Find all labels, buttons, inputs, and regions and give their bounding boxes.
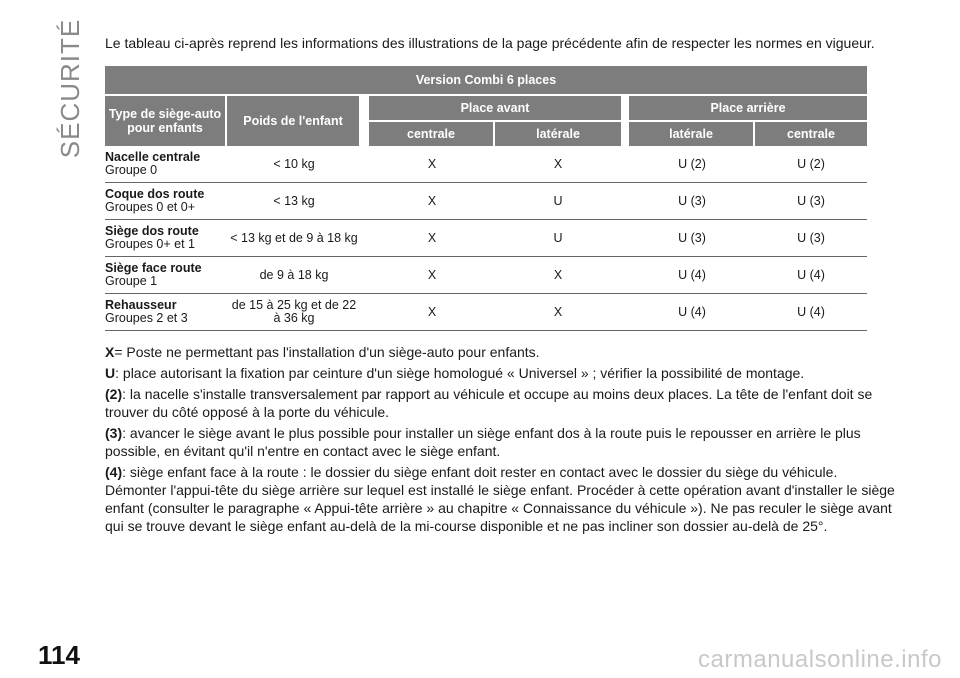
note-key: (3) <box>105 425 123 441</box>
seat-name: Coque dos route <box>105 187 205 201</box>
spacer-cell <box>621 183 629 220</box>
spacer-cell <box>361 183 369 220</box>
spacer-cell <box>621 257 629 294</box>
front-side-cell: X <box>495 146 621 183</box>
weight-header: Poids de l'enfant <box>227 94 361 146</box>
seat-group: Groupes 0 et 0+ <box>105 200 195 214</box>
compatibility-table <box>105 66 867 331</box>
rear-center-cell: U (4) <box>755 294 867 331</box>
seat-group: Groupe 1 <box>105 274 158 288</box>
rear-center-cell: U (2) <box>755 146 867 183</box>
note-key: (4) <box>105 464 123 480</box>
front-side-cell: X <box>495 257 621 294</box>
header-row-version <box>105 66 867 94</box>
header-spacer <box>621 94 629 146</box>
weight-cell: de 15 à 25 kg et de 22 à 36 kg <box>227 294 361 331</box>
front-place-header: Place avant <box>369 94 621 120</box>
weight-cell: < 10 kg <box>227 146 361 183</box>
header-row-places <box>105 94 867 120</box>
spacer-cell <box>361 294 369 331</box>
seat-group: Groupe 0 <box>105 163 158 177</box>
weight-cell: < 13 kg <box>227 183 361 220</box>
rear-side-cell: U (3) <box>629 220 755 257</box>
note-text: : la nacelle s'installe transversalement par rapport au véhicule et occupe au moins deux places. La tête de l'enfant doit se trouver du côté opposé à la porte du véhicule. <box>105 386 873 420</box>
seat-group: Groupes 0+ et 1 <box>105 237 195 251</box>
note-text: : siège enfant face à la route : le dossier du siège enfant doit rester en contact avec le dossier du siège du véhicule. Démonter l'appui-tête du siège arrière sur lequel est installé le siège enfant. Procéder à cette opération avant d'installer le siège enfant (consulter le paragraphe « Appui-tête arrière » au chapitre « Connaissance du véhicule »). Ne pas reculer le siège avant qui se trouve devant le siège enfant au-delà de la mi-course disponible et ne pas incliner son dossier au-delà de 25°. <box>105 464 895 534</box>
front-side-cell: X <box>495 294 621 331</box>
legend-notes <box>105 343 895 538</box>
seat-type-cell <box>105 294 227 331</box>
front-center-cell: X <box>369 294 495 331</box>
intro-paragraph: Le tableau ci-après reprend les informations des illustrations de la page précédente afin de respecter les normes en vigueur. <box>105 35 875 51</box>
seat-type-cell <box>105 220 227 257</box>
watermark: carmanualsonline.info <box>698 646 942 673</box>
front-side-cell: U <box>495 220 621 257</box>
rear-center-cell: U (3) <box>755 183 867 220</box>
seat-type-cell <box>105 257 227 294</box>
table-row <box>105 294 867 331</box>
rear-side-cell: U (4) <box>629 257 755 294</box>
table-row <box>105 183 867 220</box>
version-header: Version Combi 6 places <box>105 66 867 94</box>
front-center-cell: X <box>369 220 495 257</box>
spacer-cell <box>621 294 629 331</box>
front-center-header: centrale <box>369 120 495 146</box>
note-item <box>105 385 895 421</box>
rear-center-cell: U (4) <box>755 257 867 294</box>
note-text: : avancer le siège avant le plus possible pour installer un siège enfant dos à la route puis le repousser en arrière le plus possible, en évitant qu'il n'entre en contact avec le siège enfant. <box>105 425 861 459</box>
rear-center-header: centrale <box>755 120 867 146</box>
note-item <box>105 343 895 361</box>
seat-group: Groupes 2 et 3 <box>105 311 188 325</box>
header-spacer <box>361 94 369 146</box>
seat-type-cell <box>105 183 227 220</box>
seat-name: Nacelle centrale <box>105 150 201 164</box>
spacer-cell <box>621 220 629 257</box>
note-text: = Poste ne permettant pas l'installation d'un siège-auto pour enfants. <box>114 344 540 360</box>
weight-cell: de 9 à 18 kg <box>227 257 361 294</box>
spacer-cell <box>361 220 369 257</box>
seat-type-cell <box>105 146 227 183</box>
seat-name: Rehausseur <box>105 298 177 312</box>
rear-side-cell: U (4) <box>629 294 755 331</box>
rear-side-header: latérale <box>629 120 755 146</box>
spacer-cell <box>361 257 369 294</box>
seat-type-header: Type de siège-auto pour enfants <box>105 94 227 146</box>
front-center-cell: X <box>369 146 495 183</box>
rear-side-cell: U (2) <box>629 146 755 183</box>
note-key: (2) <box>105 386 123 402</box>
front-center-cell: X <box>369 183 495 220</box>
rear-side-cell: U (3) <box>629 183 755 220</box>
note-item <box>105 364 895 382</box>
front-side-cell: U <box>495 183 621 220</box>
rear-center-cell: U (3) <box>755 220 867 257</box>
seat-name: Siège dos route <box>105 224 199 238</box>
page-number: 114 <box>38 640 80 670</box>
note-key: U <box>105 365 116 381</box>
note-item <box>105 424 895 460</box>
section-side-label <box>53 18 89 158</box>
front-center-cell: X <box>369 257 495 294</box>
table-row <box>105 257 867 294</box>
note-item <box>105 463 895 535</box>
note-text: : place autorisant la fixation par ceinture d'un siège homologué « Universel » ; vérifier la possibilité de montage. <box>115 365 805 381</box>
weight-cell: < 13 kg et de 9 à 18 kg <box>227 220 361 257</box>
spacer-cell <box>361 146 369 183</box>
child-seat-table <box>105 66 867 331</box>
seat-name: Siège face route <box>105 261 202 275</box>
rear-place-header: Place arrière <box>629 94 867 120</box>
note-key: X <box>105 344 115 360</box>
table-row <box>105 220 867 257</box>
spacer-cell <box>621 146 629 183</box>
section-title: SÉCURITÉ <box>55 18 86 158</box>
table-row <box>105 146 867 183</box>
front-side-header: latérale <box>495 120 621 146</box>
